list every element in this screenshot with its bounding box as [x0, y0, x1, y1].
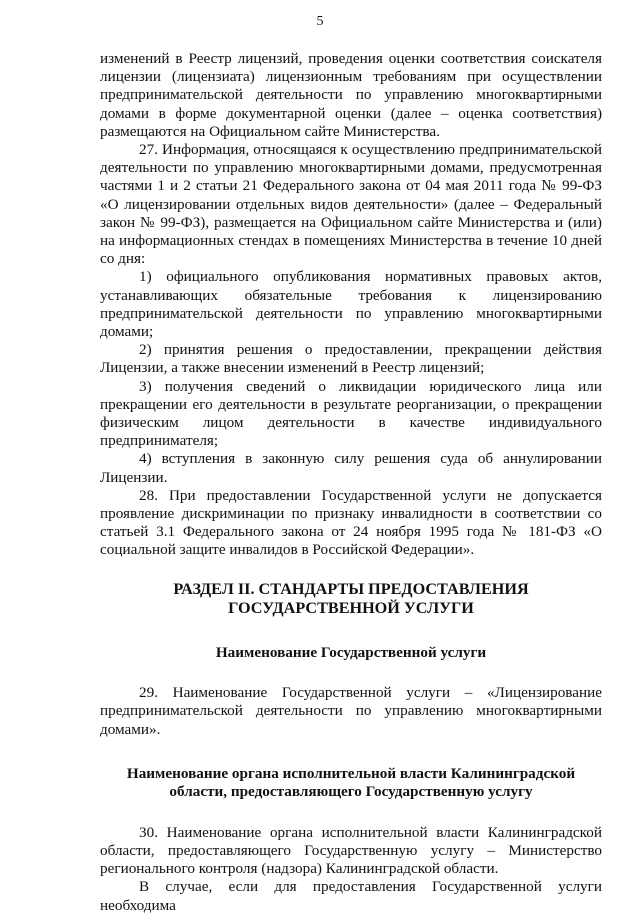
paragraph-28: 28. При предоставлении Государственной услуги не допускается проявление дискриминации по признаку инвалидности в соответствии со статьей 3.1 Федерального закона от 24 ноября 1995 года № 181-ФЗ «О социальной защите инвалидов в Российской Федерации». [100, 486, 602, 559]
paragraph-29: 29. Наименование Государственной услуги – «Лицензирование предпринимательской деятельности по управлению многоквартирными домами». [100, 684, 602, 738]
section-title [100, 580, 602, 618]
section-title-line-2: ГОСУДАРСТВЕННОЙ УСЛУГИ [228, 598, 474, 617]
page-number: 5 [316, 14, 324, 29]
list-item-3: 3) получения сведений о ликвидации юридического лица или прекращении его деятельности в результате реорганизации, о прекращении физическим лицом деятельности в качестве индивидуального предпринимателя; [100, 377, 602, 450]
section-title-line-1: РАЗДЕЛ II. СТАНДАРТЫ ПРЕДОСТАВЛЕНИЯ [173, 579, 529, 598]
paragraph-continuation-bottom: В случае, если для предоставления Государственной услуги необходима [100, 878, 602, 914]
document-body [100, 50, 602, 915]
subheading-service-name: Наименование Государственной услуги [215, 643, 487, 661]
list-item-1: 1) официального опубликования нормативных правовых актов, устанавливающих обязательные требования к лицензированию предпринимательской деятельности по управлению многоквартирными домами; [100, 268, 602, 341]
paragraph-continuation: изменений в Реестр лицензий, проведения оценки соответствия соискателя лицензии (лицензиата) лицензионным требованиям при осуществлении предпринимательской деятельности по управлению многоквартирными домами в форме документарной оценки (далее – оценка соответствия) размещаются на Официальном сайте Министерства. [100, 50, 602, 140]
list-item-4: 4) вступления в законную силу решения суда об аннулировании Лицензии. [100, 450, 602, 486]
subheading-authority [100, 765, 602, 802]
subheading-authority-line-1: Наименование органа исполнительной власти Калининградской [126, 764, 576, 782]
list-item-2: 2) принятия решения о предоставлении, прекращении действия Лицензии, а также внесении изменений в Реестр лицензий; [100, 341, 602, 377]
paragraph-27: 27. Информация, относящаяся к осуществлению предпринимательской деятельности по управлению многоквартирными домами, предусмотренная частями 1 и 2 статьи 21 Федерального закона от 04 мая 2011 года № 99-ФЗ «О лицензировании отдельных видов деятельности» (далее – Федеральный закон № 99-ФЗ), размещается на Официальном сайте Министерства и (или) на информационных стендах в помещениях Министерства в течение 10 дней со дня: [100, 141, 602, 268]
paragraph-30: 30. Наименование органа исполнительной власти Калининградской области, предоставляющего Государственную услугу – Министерство регионального контроля (надзора) Калининградской области. [100, 823, 602, 878]
subheading-authority-line-2: области, предоставляющего Государственную услугу [169, 783, 533, 801]
